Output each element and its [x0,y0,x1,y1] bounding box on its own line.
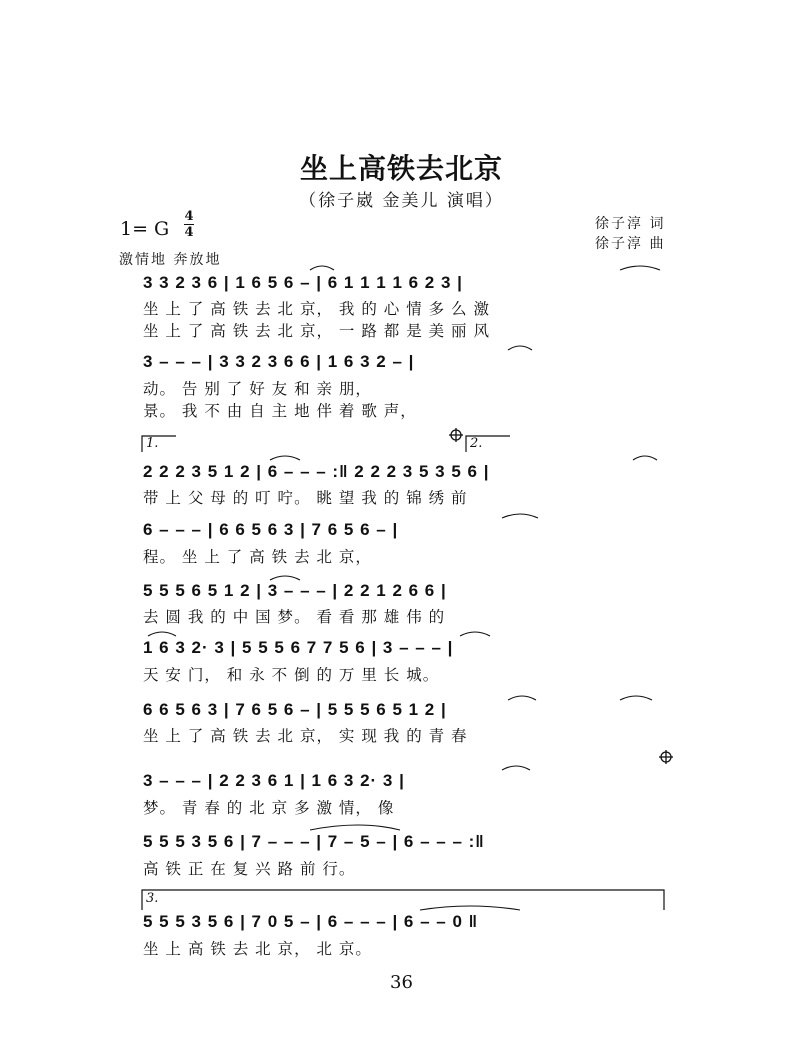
lyrics-system-1-verse-2: 坐 上 了 高 铁 去 北 京， 一 路 都 是 美 丽 风 [143,322,490,340]
volta-label: 2. [470,436,483,451]
notes-system-1: 3 3 2 3 6 | 1 6 5 6 – | 6 1 1 1 1 6 2 3 | [143,273,463,292]
volta-label: 3. [146,891,159,906]
notes-system-4: 6 – – – | 6 6 5 6 3 | 7 6 5 6 – | [143,520,399,539]
lyrics-system-5: 去 圆 我 的 中 国 梦。 看 看 那 雄 伟 的 [143,608,446,626]
notes-system-6: 1 6 3 2· 3 | 5 5 5 6 7 7 5 6 | 3 – – – | [143,638,454,657]
lyrics-system-3: 带 上 父 母 的 叮 咛。 眺 望 我 的 锦 绣 前 [143,489,468,507]
notes-system-3: 2 2 2 3 5 1 2 | 6 – – – :‖ 2 2 2 3 5 3 5 6 | [143,462,490,481]
notes-system-7: 6 6 5 6 3 | 7 6 5 6 – | 5 5 5 6 5 1 2 | [143,700,447,719]
time-signature-bottom: 4 [184,225,194,240]
composer-credit: 徐子淳 曲 [595,236,666,252]
lyrics-system-6: 天 安 门， 和 永 不 倒 的 万 里 长 城。 [143,666,440,684]
lyrics-system-10: 坐 上 高 铁 去 北 京， 北 京。 [143,940,372,958]
lyrics-system-1-verse-1: 坐 上 了 高 铁 去 北 京， 我 的 心 情 多 么 激 [143,300,490,318]
lyrics-system-7: 坐 上 了 高 铁 去 北 京， 实 现 我 的 青 春 [143,727,468,745]
volta-label: 1. [146,436,159,451]
volta-bracket [142,890,664,910]
lyrics-system-4: 程。 坐 上 了 高 铁 去 北 京， [143,548,372,566]
notes-system-8: 3 – – – | 2 2 3 6 1 | 1 6 3 2· 3 | [143,771,405,790]
page-number: 36 [390,972,413,993]
lyrics-system-2-verse-2: 景。 我 不 由 自 主 地 伴 着 歌 声， [143,402,417,420]
lyricist-credit: 徐子淳 词 [595,216,666,232]
lyrics-system-8: 梦。 青 春 的 北 京 多 激 情， 像 [143,799,395,817]
song-title: 坐上高铁去北京 [299,152,503,185]
notes-system-5: 5 5 5 6 5 1 2 | 3 – – – | 2 2 1 2 6 6 | [143,581,447,600]
coda-icon [449,428,463,442]
coda-icon [659,750,673,764]
notes-system-10: 5 5 5 3 5 6 | 7 0 5 – | 6 – – – | 6 – – 0 ‖ [143,912,479,931]
key-signature: 1= G [120,218,170,240]
time-signature-top: 4 [184,209,194,224]
singers-credit: （徐子崴 金美儿 演唱） [299,191,504,211]
notes-system-9: 5 5 5 3 5 6 | 7 – – – | 7 – 5 – | 6 – – – :‖ [143,832,485,851]
notes-system-2: 3 – – – | 3 3 2 3 6 6 | 1 6 3 2 – | [143,352,415,371]
lyrics-system-9: 高 铁 正 在 复 兴 路 前 行。 [143,860,356,878]
tempo-marking: 激情地 奔放地 [119,252,222,268]
lyrics-system-2-verse-1: 动。 告 别 了 好 友 和 亲 朋， [143,380,372,398]
